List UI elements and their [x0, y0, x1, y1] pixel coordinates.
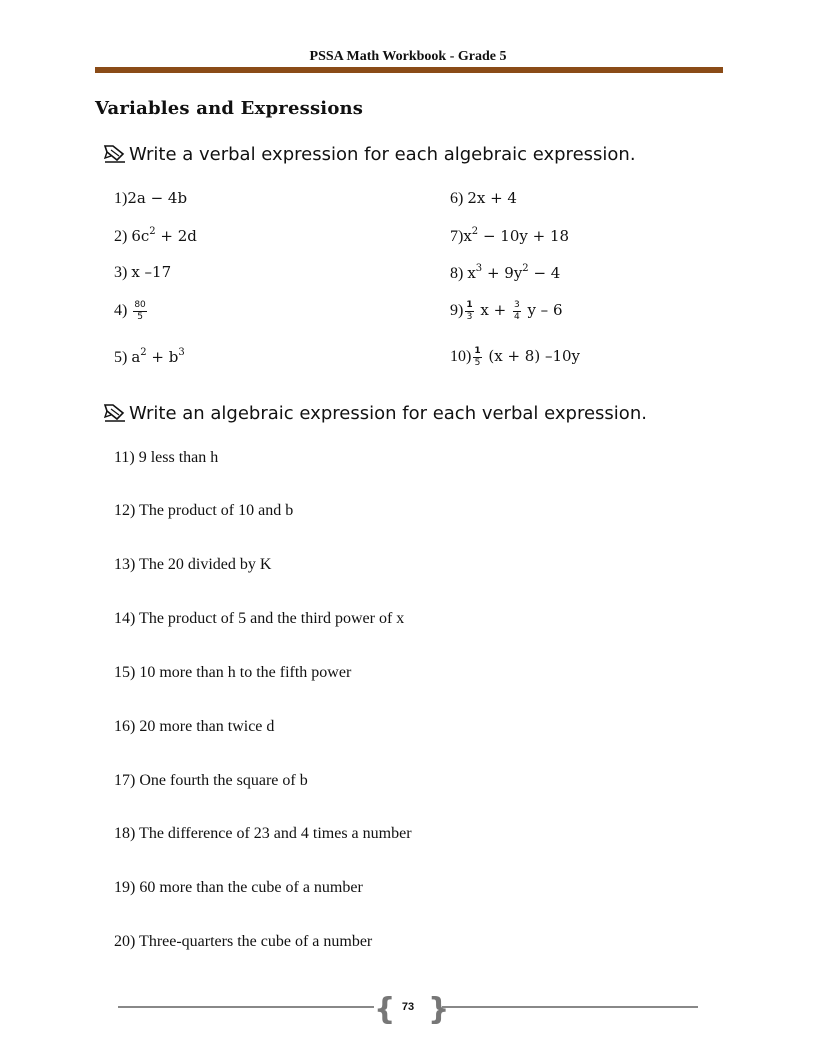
footer-rule-right: [442, 1006, 698, 1008]
problem-11: 11) 9 less than h: [114, 449, 219, 466]
pencil-icon: [103, 403, 129, 423]
instruction-algebraic-text: Write an algebraic expression for each verbal expression.: [129, 403, 647, 424]
right-bracket-icon: }: [428, 992, 450, 1027]
footer-rule-left: [118, 1006, 374, 1008]
problem-16: 16) 20 more than twice d: [114, 718, 275, 735]
problem-6: 6) 2x + 4: [450, 189, 517, 207]
problem-18: 18) The difference of 23 and 4 times a number: [114, 825, 412, 842]
problem-8: 8) $x^3 + 9y^2 - 4$: [450, 263, 561, 282]
fraction: $\frac{80}{5}$: [134, 300, 146, 322]
problem-7: $7)x^2 - 10y + 18$: [450, 226, 570, 245]
pencil-icon: [103, 144, 129, 164]
instruction-algebraic: [103, 403, 647, 424]
problem-10: 10) $\frac{1}{5}$ (x + 8) –10y: [450, 346, 581, 368]
instruction-verbal-text: Write a verbal expression for each algebraic expression.: [129, 144, 636, 165]
problem-4: 4) $\frac{80}{5}$: [114, 300, 146, 322]
problem-20: 20) Three-quarters the cube of a number: [114, 933, 373, 950]
problem-3: 3) x –17: [114, 263, 172, 281]
header-rule: [95, 67, 723, 73]
problem-12: 12) The product of 10 and b: [114, 502, 294, 519]
page-number: 73: [401, 1001, 415, 1013]
problem-19: 19) 60 more than the cube of a number: [114, 879, 363, 896]
problem-17: 17) One fourth the square of b: [114, 772, 308, 789]
problem-15: 15) 10 more than h to the fifth power: [114, 664, 352, 681]
problem-13: 13) The 20 divided by K: [114, 556, 272, 573]
problem-9: 9) $\frac{1}{3}$ x + $\frac{3}{4}$ y – 6: [450, 300, 563, 322]
problem-5: 5) $a^2 + b^3$: [114, 347, 185, 366]
instruction-verbal: [103, 144, 636, 165]
section-title: Variables and Expressions: [95, 98, 364, 119]
problem-2: 2) $6c^2 + 2d$: [114, 226, 197, 245]
problem-1: 1)2a − 4b: [114, 189, 188, 207]
problem-14: 14) The product of 5 and the third power of x: [114, 610, 405, 627]
workbook-header-title: PSSA Math Workbook - Grade 5: [309, 49, 507, 64]
left-bracket-icon: {: [374, 992, 396, 1027]
